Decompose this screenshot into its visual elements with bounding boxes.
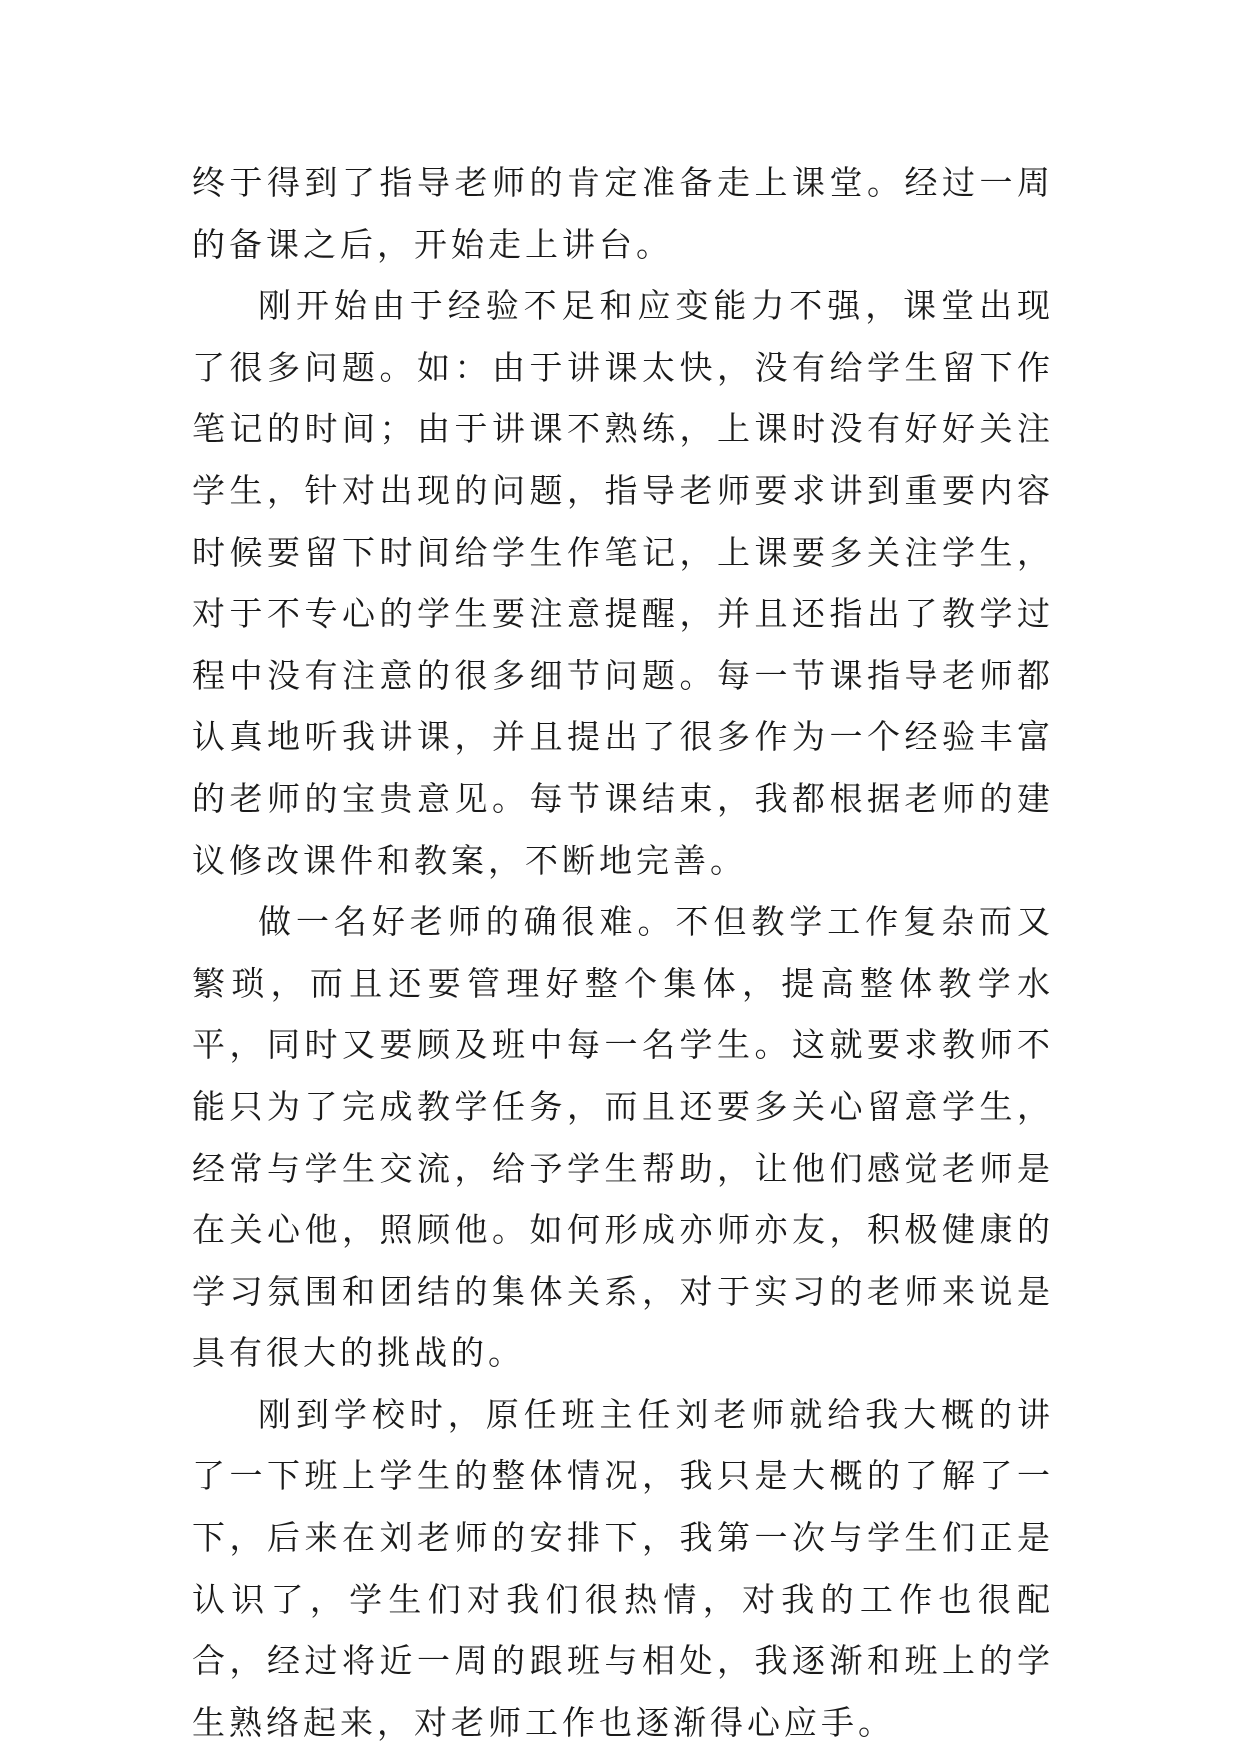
document-body bbox=[192, 152, 1054, 1753]
paragraph-2: 刚开始由于经验不足和应变能力不强，课堂出现了很多问题。如：由于讲课太快，没有给学生留下作笔记的时间；由于讲课不熟练，上课时没有好好关注学生，针对出现的问题，指导老师要求讲到重要内容时候要留下时间给学生作笔记，上课要多关注学生，对于不专心的学生要注意提醒，并且还指出了教学过程中没有注意的很多细节问题。每一节课指导老师都认真地听我讲课，并且提出了很多作为一个经验丰富的老师的宝贵意见。每节课结束，我都根据老师的建议修改课件和教案，不断地完善。 bbox=[192, 286, 1054, 880]
paragraph-4: 刚到学校时，原任班主任刘老师就给我大概的讲了一下班上学生的整体情况，我只是大概的了解了一下，后来在刘老师的安排下，我第一次与学生们正是认识了，学生们对我们很热情，对我的工作也很配合，经过将近一周的跟班与相处，我逐渐和班上的学生熟络起来，对老师工作也逐渐得心应手。 bbox=[192, 1394, 1054, 1742]
paragraph-3: 做一名好老师的确很难。不但教学工作复杂而又繁琐，而且还要管理好整个集体，提高整体教学水平，同时又要顾及班中每一名学生。这就要求教师不能只为了完成教学任务，而且还要多关心留意学生，经常与学生交流，给予学生帮助，让他们感觉老师是在关心他，照顾他。如何形成亦师亦友，积极健康的学习氛围和团结的集体关系，对于实习的老师来说是具有很大的挑战的。 bbox=[192, 902, 1054, 1373]
paragraph-1: 终于得到了指导老师的肯定准备走上课堂。经过一周的备课之后，开始走上讲台。 bbox=[192, 163, 1054, 264]
